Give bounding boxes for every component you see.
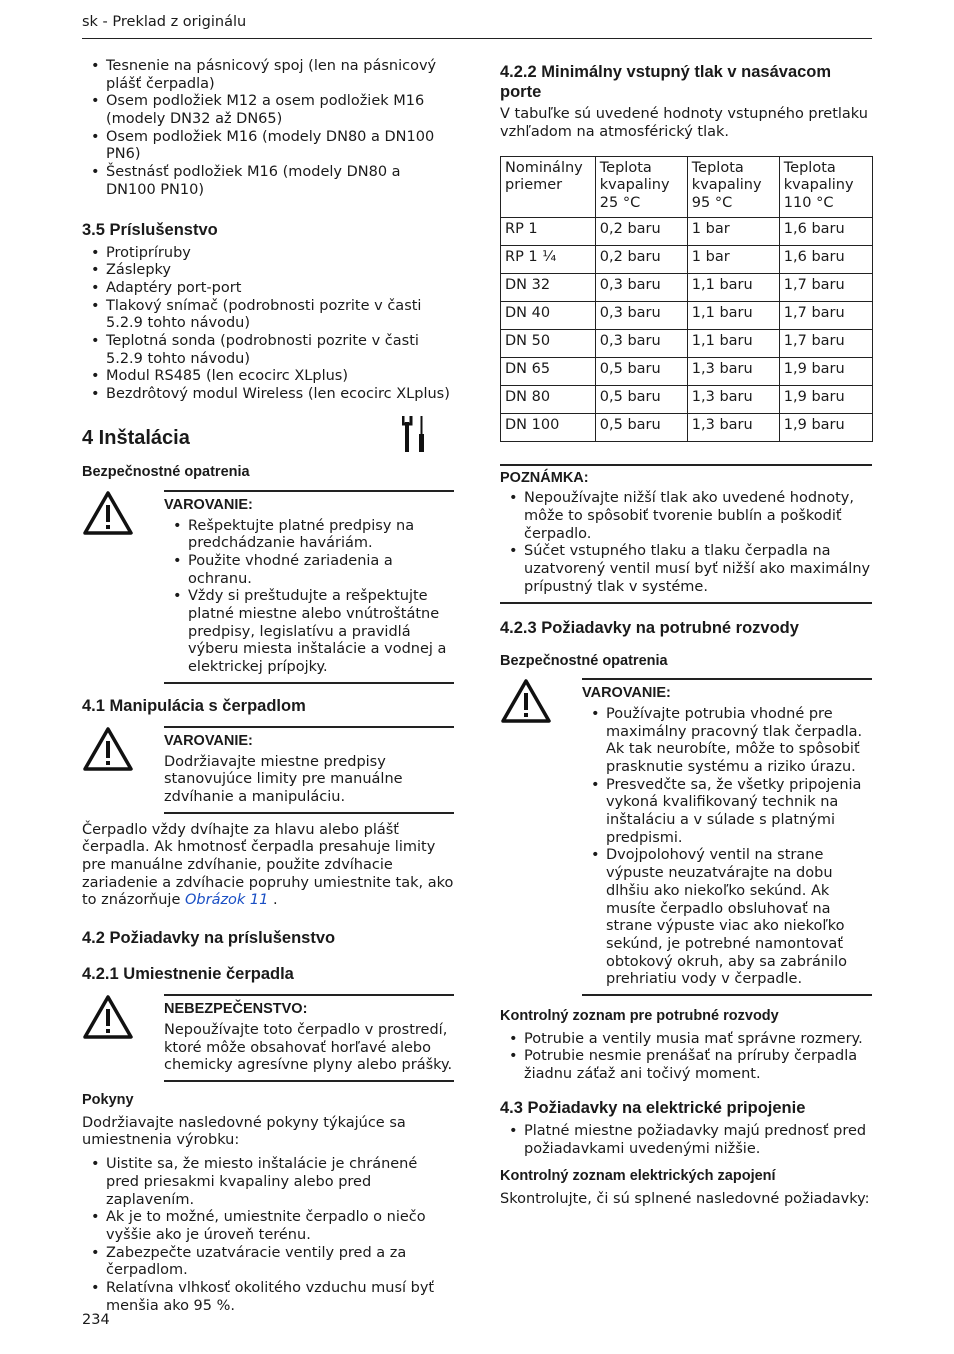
- table-row: [501, 329, 873, 357]
- electrical-checklist-heading: Kontrolný zoznam elektrických zapojení: [500, 1168, 776, 1185]
- list-item: • Platné miestne požiadavky majú prednosť pred požiadavkami uvedenými nižšie.: [500, 1123, 872, 1158]
- warning-triangle-icon: [82, 994, 164, 1082]
- table-cell: 1,1 baru: [687, 329, 779, 357]
- list-item: • Uistite sa, že miesto inštalácie je chránené pred priesakmi kvapaliny alebo pred zaplavením.: [82, 1156, 454, 1209]
- table-cell: 0,5 baru: [595, 385, 687, 413]
- note-box: [500, 464, 872, 605]
- column-header: Teplota kvapaliny 95 °C: [687, 156, 779, 217]
- list-item: • Záslepky: [82, 262, 454, 280]
- section-heading-4-3: 4.3 Požiadavky na elektrické pripojenie: [500, 1098, 806, 1117]
- table-row: [501, 413, 873, 441]
- safety-heading: Bezpečnostné opatrenia: [500, 652, 668, 669]
- section-heading-4-2-3: 4.2.3 Požiadavky na potrubné rozvody: [500, 619, 799, 638]
- table-cell: 0,5 baru: [595, 413, 687, 441]
- list-item: • Ak je to možné, umiestnite čerpadlo o niečo vyššie ako je úroveň terénu.: [82, 1209, 454, 1244]
- warning-box: [82, 490, 454, 684]
- table-cell: DN 50: [501, 329, 596, 357]
- page-number: 234: [82, 1312, 110, 1328]
- list-item: • Protipríruby: [82, 245, 454, 263]
- table-cell: 0,3 baru: [595, 329, 687, 357]
- chapter-heading-4: 4 Inštalácia: [82, 426, 190, 449]
- package-contents-list: [82, 58, 454, 200]
- table-row: [501, 385, 873, 413]
- table-cell: 1 bar: [687, 217, 779, 245]
- list-item: • Použite vhodné zariadenia a ochranu.: [164, 553, 454, 588]
- section-heading-4-2: 4.2 Požiadavky na príslušenstvo: [82, 929, 336, 948]
- list-item: • Tlakový snímač (podrobnosti pozrite v časti 5.2.9 tohto návodu): [82, 298, 454, 333]
- table-cell: DN 40: [501, 301, 596, 329]
- table-cell: 1,7 baru: [779, 273, 872, 301]
- list-item: • Osem podložiek M16 (modely DN80 a DN100 PN6): [82, 129, 454, 164]
- table-cell: 1,6 baru: [779, 217, 872, 245]
- table-intro: V tabuľke sú uvedené hodnoty vstupného pretlaku vzhľadom na atmosférický tlak.: [500, 106, 868, 140]
- table-cell: 1,7 baru: [779, 329, 872, 357]
- warning-triangle-icon: [500, 678, 582, 996]
- table-cell: DN 32: [501, 273, 596, 301]
- page-header: sk - Preklad z originálu: [82, 14, 247, 30]
- table-cell: 0,2 baru: [595, 245, 687, 273]
- list-item: • Súčet vstupného tlaku a tlaku čerpadla na uzatvorený ventil musí byť nižší ako maximálny prípustný tlak v systéme.: [500, 543, 872, 596]
- table-cell: 0,3 baru: [595, 301, 687, 329]
- piping-checklist: [500, 1031, 872, 1084]
- list-item: • Zabezpečte uzatváracie ventily pred a za čerpadlom.: [82, 1245, 454, 1280]
- pressure-table: [500, 156, 873, 442]
- lifting-paragraph: Čerpadlo vždy dvíhajte za hlavu alebo plášť čerpadla. Ak hmotnosť čerpadla presahuje limity pre manuálne zdvíhanie, použite zdvíhacie zariadenie a zdvíhacie popruhy umiestnite tak, ako to znázorňuje Obrázok 11 .: [82, 821, 454, 909]
- table-cell: 0,5 baru: [595, 357, 687, 385]
- list-item: • Osem podložiek M12 a osem podložiek M16 (modely DN32 až DN65): [82, 93, 454, 128]
- column-header: Teplota kvapaliny 25 °C: [595, 156, 687, 217]
- right-column: [500, 62, 872, 1209]
- list-item: • Vždy si preštudujte a rešpektujte platné miestne alebo vnútroštátne predpisy, legislatívu a pravidlá výberu miesta inštalácie a vodnej a elektrickej prípojky.: [164, 588, 454, 676]
- list-item: • Relatívna vlhkosť okolitého vzduchu musí byť menšia ako 95 %.: [82, 1280, 454, 1315]
- list-item: • Dvojpolohový ventil na strane výpuste neuzatvárajte na dobu dlhšiu ako niekoľko sekúnd. Ak musíte čerpadlo obsluhovať na strane výpuste viac ako niekoľko sekúnd, je potrebné namontovať obtokový okruh, aby sa zabránilo prehriatiu vody v čerpadle.: [582, 847, 872, 989]
- list-item: • Bezdrôtový modul Wireless (len ecocirc XLplus): [82, 386, 454, 404]
- table-cell: 1,7 baru: [779, 301, 872, 329]
- table-cell: 1,3 baru: [687, 357, 779, 385]
- pokyny-intro: Dodržiavajte nasledovné pokyny týkajúce sa umiestnenia výrobku:: [82, 1114, 406, 1149]
- placement-list: [82, 1156, 454, 1315]
- table-cell: 0,3 baru: [595, 273, 687, 301]
- section-heading-3-5: 3.5 Príslušenstvo: [82, 220, 218, 239]
- table-cell: 1,6 baru: [779, 245, 872, 273]
- warning-box: [500, 678, 872, 996]
- section-heading-4-2-1: 4.2.1 Umiestnenie čerpadla: [82, 965, 294, 984]
- list-item: • Tesnenie na pásnicový spoj (len na pásnicový plášť čerpadla): [82, 58, 454, 93]
- table-cell: DN 65: [501, 357, 596, 385]
- column-header: Teplota kvapaliny 110 °C: [779, 156, 872, 217]
- table-row: [501, 245, 873, 273]
- list-item: • Potrubie nesmie prenášať na príruby čerpadla žiadnu záťaž ani točivý moment.: [500, 1048, 872, 1083]
- warning-title: VAROVANIE:: [582, 685, 671, 702]
- table-row: [501, 273, 873, 301]
- section-heading-4-1: 4.1 Manipulácia s čerpadlom: [82, 696, 306, 715]
- table-cell: 1,3 baru: [687, 413, 779, 441]
- safety-heading: Bezpečnostné opatrenia: [82, 464, 250, 481]
- table-row: [501, 301, 873, 329]
- table-cell: 1,1 baru: [687, 301, 779, 329]
- table-row: [501, 357, 873, 385]
- table-cell: 0,2 baru: [595, 217, 687, 245]
- warning-triangle-icon: [82, 490, 164, 684]
- list-item: • Modul RS485 (len ecocirc XLplus): [82, 368, 454, 386]
- warning-title: VAROVANIE:: [164, 732, 253, 749]
- table-header-row: [501, 156, 873, 217]
- danger-box: [82, 994, 454, 1082]
- table-cell: 1,3 baru: [687, 385, 779, 413]
- list-item: • Teplotná sonda (podrobnosti pozrite v časti 5.2.9 tohto návodu): [82, 333, 454, 368]
- table-cell: RP 1 ¼: [501, 245, 596, 273]
- list-item: • Presvedčte sa, že všetky pripojenia vykoná kvalifikovaný technik na inštaláciu a v súlade s platnými predpismi.: [582, 777, 872, 848]
- piping-checklist-heading: Kontrolný zoznam pre potrubné rozvody: [500, 1007, 779, 1024]
- table-cell: 1 bar: [687, 245, 779, 273]
- table-cell: 1,9 baru: [779, 385, 872, 413]
- list-item: • Používajte potrubia vhodné pre maximálny pracovný tlak čerpadla. Ak tak neurobíte, môže to spôsobiť prasknutie systému a riziko úrazu.: [582, 706, 872, 777]
- list-item: • Rešpektujte platné predpisy na predchádzanie haváriám.: [164, 518, 454, 553]
- table-cell: DN 80: [501, 385, 596, 413]
- danger-text: Nepoužívajte toto čerpadlo v prostredí, ktoré môže obsahovať horľavé alebo chemicky agresívne plyny alebo prášky.: [164, 1022, 453, 1074]
- list-item: • Nepoužívajte nižší tlak ako uvedené hodnoty, môže to spôsobiť tvorenie bublín a poškodiť čerpadlo.: [500, 490, 872, 543]
- warning-box: [82, 726, 454, 814]
- table-cell: RP 1: [501, 217, 596, 245]
- table-cell: 1,9 baru: [779, 357, 872, 385]
- danger-title: NEBEZPEČENSTVO:: [164, 1001, 308, 1018]
- accessories-list: [82, 245, 454, 404]
- table-cell: 1,1 baru: [687, 273, 779, 301]
- list-item: • Adaptéry port-port: [82, 280, 454, 298]
- table-cell: DN 100: [501, 413, 596, 441]
- note-title: POZNÁMKA:: [500, 469, 589, 486]
- list-item: • Potrubie a ventily musia mať správne rozmery.: [500, 1031, 872, 1049]
- column-header: Nominálny priemer: [501, 156, 596, 217]
- electrical-list: [500, 1123, 872, 1158]
- pokyny-heading: Pokyny: [82, 1092, 134, 1109]
- section-heading-4-2-2: 4.2.2 Minimálny vstupný tlak v nasávacom porte: [500, 63, 832, 102]
- left-column: [82, 58, 454, 1315]
- table-cell: 1,9 baru: [779, 413, 872, 441]
- tools-icon: [402, 414, 428, 460]
- warning-triangle-icon: [82, 726, 164, 814]
- header-divider: [82, 38, 872, 39]
- warning-title: VAROVANIE:: [164, 496, 253, 513]
- warning-text: Dodržiavajte miestne predpisy stanovujúce limity pre manuálne zdvíhanie a manipuláciu.: [164, 753, 403, 805]
- table-row: [501, 217, 873, 245]
- figure-link[interactable]: Obrázok 11: [184, 892, 269, 909]
- list-item: • Šestnásť podložiek M16 (modely DN80 a DN100 PN10): [82, 164, 454, 199]
- electrical-checklist-intro: Skontrolujte, či sú splnené nasledovné požiadavky:: [500, 1190, 870, 1207]
